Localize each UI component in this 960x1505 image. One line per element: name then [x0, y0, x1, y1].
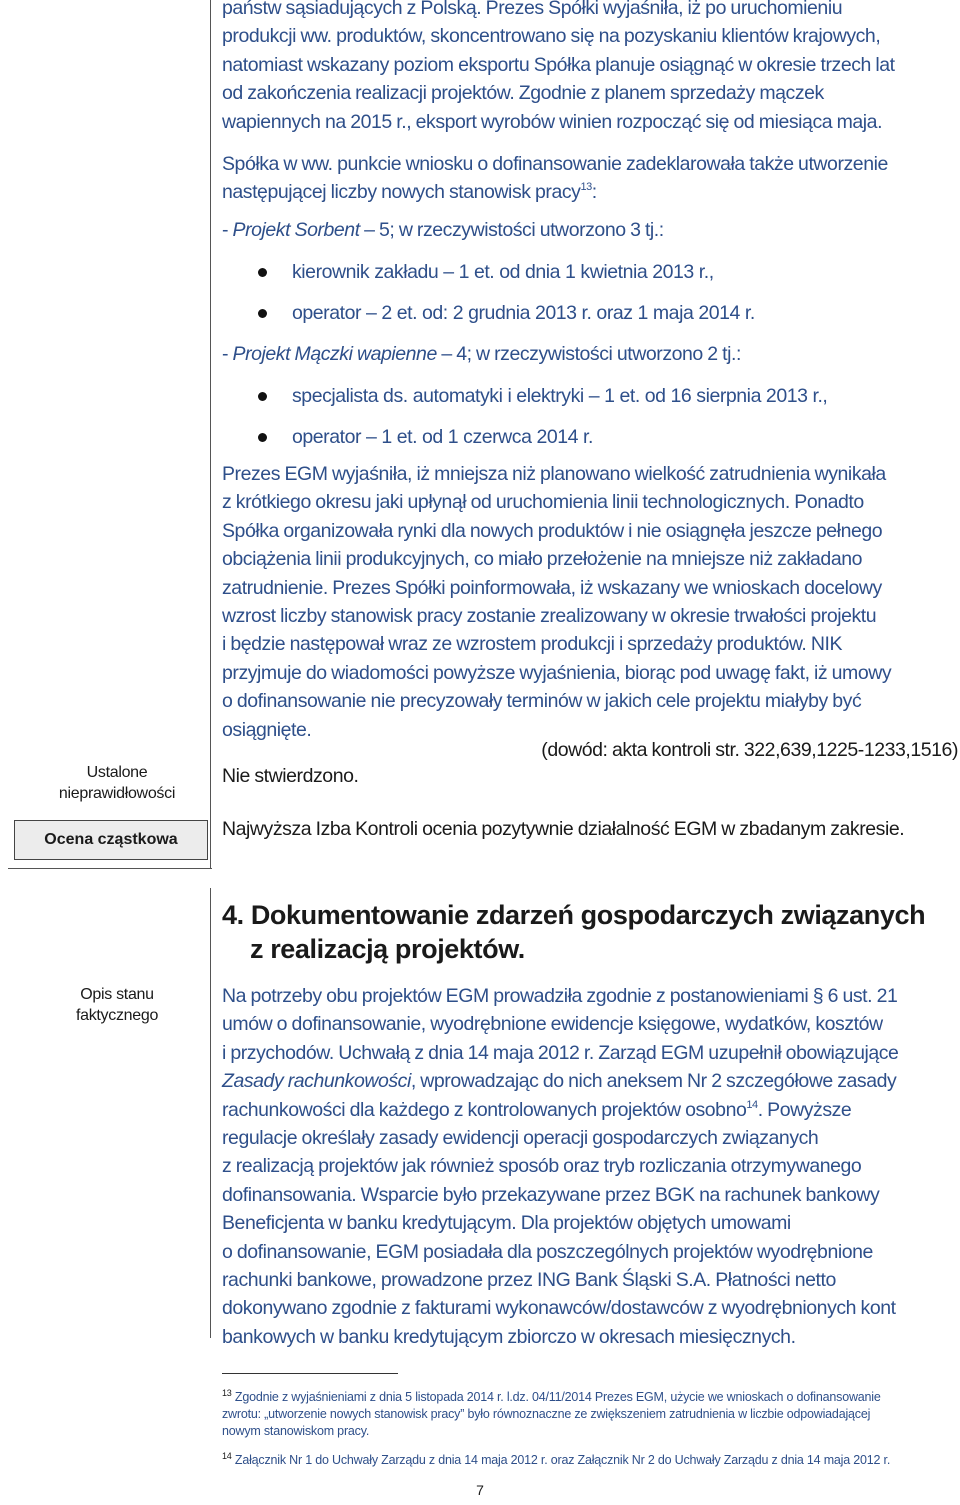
list-item: specjalista ds. automatyki i elektryki – 1 et. od 16 sierpnia 2013 r., [292, 385, 828, 407]
text-line: Na potrzeby obu projektów EGM prowadziła zgodnie z postanowieniami § 6 ust. 21 [222, 985, 898, 1007]
text-line: Zasady rachunkowości, wprowadzając do nich aneksem Nr 2 szczegółowe zasady [222, 1070, 897, 1093]
text-line: o dofinansowanie, EGM posiadała dla poszczególnych projektów wyodrębnione [222, 1240, 873, 1263]
text-line: osiągnięte. [222, 718, 312, 741]
text-line: natomiast wskazany poziom eksportu Spółka planuje osiągnąć w okresie trzech lat [222, 53, 895, 76]
page-number: 7 [476, 1482, 484, 1498]
text-line: obciążenia linii produkcyjnych, co miało przełożenie na mniejsze niż zakładano [222, 548, 863, 571]
side-label-irregularities: Ustalone nieprawidłowości [58, 764, 176, 802]
text-line: regulacje określały zasady ewidencji operacji gospodarczych związanych [222, 1127, 819, 1150]
text-line: z realizacją projektów jak również sposób oraz tryb rozliczania otrzymywanego [222, 1155, 862, 1178]
project-maczki-line: - Projekt Mączki wapienne – 4; w rzeczywistości utworzono 2 tj.: [222, 343, 741, 365]
bullet-icon [258, 309, 267, 318]
text-line: Beneficjenta w banku kredytującym. Dla projektów objętych umowami [222, 1212, 791, 1235]
text-line: dofinansowania. Wsparcie było przekazywane przez BGK na rachunek bankowy [222, 1183, 880, 1206]
text-line: zatrudnienie. Prezes Spółki poinformowała, iż wskazany we wnioskach docelowy [222, 576, 882, 599]
text-line: z krótkiego okresu jaki upłynął od uruchomienia linii technologicznych. Ponadto [222, 491, 864, 514]
project-name: Projekt Sorbent [232, 219, 360, 241]
text-line: bankowych w banku kredytującym zbiorczo w okresach miesięcznych. [222, 1325, 796, 1348]
text-line: rachunki bankowe, prowadzone przez ING Bank Śląski S.A. Płatności netto [222, 1269, 836, 1292]
side-label-facts: Opis stanu faktycznego [75, 986, 159, 1024]
margin-divider [210, 0, 211, 868]
list-item: operator – 2 et. od: 2 grudnia 2013 r. oraz 1 maja 2014 r. [292, 302, 755, 324]
text-line: Spółka w ww. punkcie wniosku o dofinansowanie zadeklarowała także utworzenie [222, 153, 888, 175]
footnote-ref-14[interactable]: 14 [746, 1098, 758, 1111]
text-line: wapiennych na 2015 r., eksport wyrobów winien rozpocząć się od miesiąca maja. [222, 110, 883, 133]
text-line: państw sąsiadujących z Polską. Prezes Spółki wyjaśniła, iż po uruchomieniu [222, 0, 843, 19]
text-line: od zakończenia realizacji projektów. Zgodnie z planem sprzedaży mączek [222, 82, 824, 105]
project-sorbent-line: - Projekt Sorbent – 5; w rzeczywistości utworzono 3 tj.: [222, 219, 664, 241]
margin-divider [8, 868, 212, 869]
side-label-partial-assessment: Ocena cząstkowa [14, 820, 208, 860]
bullet-icon [258, 392, 267, 401]
text-line: produkcji ww. produktów, skoncentrowano się na pozyskaniu klientów krajowych, [222, 25, 881, 48]
section-heading: 4. Dokumentowanie zdarzeń gospodarczych związanych z realizacją projektów. [222, 900, 926, 964]
text-line: przyjmuje do wiadomości powyższe wyjaśnienia, biorąc pod uwagę fakt, iż umowy [222, 661, 892, 684]
project-name: Projekt Mączki wapienne [232, 343, 437, 365]
text-line: wzrost liczby stanowisk pracy zostanie zrealizowany w okresie trwałości projektu [222, 605, 877, 628]
list-item: kierownik zakładu – 1 et. od dnia 1 kwietnia 2013 r., [292, 261, 714, 283]
evidence-reference: (dowód: akta kontroli str. 322,639,1225-1233,1516) [541, 739, 958, 761]
bullet-icon [258, 268, 267, 277]
list-item: operator – 1 et. od 1 czerwca 2014 r. [292, 426, 593, 448]
section-paragraph [222, 982, 958, 1351]
assessment-text: Najwyższa Izba Kontroli ocenia pozytywnie działalność EGM w zbadanym zakresie. [222, 818, 905, 840]
text-line: o dofinansowanie nie precyzowały terminów w jakich cele projektu miałyby być [222, 690, 862, 713]
text-line: umów o dofinansowanie, wyodrębnione ewidencje księgowe, wydatków, kosztów [222, 1013, 883, 1036]
text-line: następującej liczby nowych stanowisk pracy$^{13}$: [222, 181, 597, 204]
text-line: Prezes EGM wyjaśniła, iż mniejsza niż planowano wielkość zatrudnienia wynikała [222, 463, 886, 485]
jobs-paragraph [222, 150, 958, 207]
continued-paragraph [222, 0, 958, 136]
explanation-paragraph [222, 460, 958, 744]
text-line: i będzie następował wraz ze wzrostem produkcji i sprzedaży produktów. NIK [222, 633, 843, 656]
footnote-separator [222, 1373, 398, 1374]
text-line: rachunkowości dla każdego z kontrolowanych projektów osobno$^{14}$. Powyższe [222, 1098, 852, 1121]
footnote-13: $^{13}$ Zgodnie z wyjaśnieniami z dnia 5 listopada 2014 r. l.dz. 04/11/2014 Prezes EGM, użycie we wnioskach o dofinansowanie zwrotu: „utworzenie nowych stanowisk pracy” było równoznaczne ze zwiększeniem zatrudnienia w liczbie odpowiadającej nowym stanowiskom pracy. [222, 1388, 881, 1438]
margin-divider [210, 888, 211, 1338]
footnote-ref-13[interactable]: 13 [580, 181, 592, 194]
footnote-14: $^{14}$ Załącznik Nr 1 do Uchwały Zarządu z dnia 14 maja 2012 r. oraz Załącznik Nr 2 do Uchwały Zarządu z dnia 14 maja 2012 r. [222, 1451, 891, 1467]
no-irregularities-text: Nie stwierdzono. [222, 765, 359, 787]
text-line: Spółka organizowała rynki dla nowych produktów i nie osiągnęła jeszcze pełnego [222, 519, 883, 542]
bullet-icon [258, 433, 267, 442]
text-line: i przychodów. Uchwałą z dnia 14 maja 2012 r. Zarząd EGM uzupełnił obowiązujące [222, 1041, 899, 1064]
text-line: dokonywano zgodnie z fakturami wykonawców/dostawców z wyodrębnionych kont [222, 1297, 896, 1320]
